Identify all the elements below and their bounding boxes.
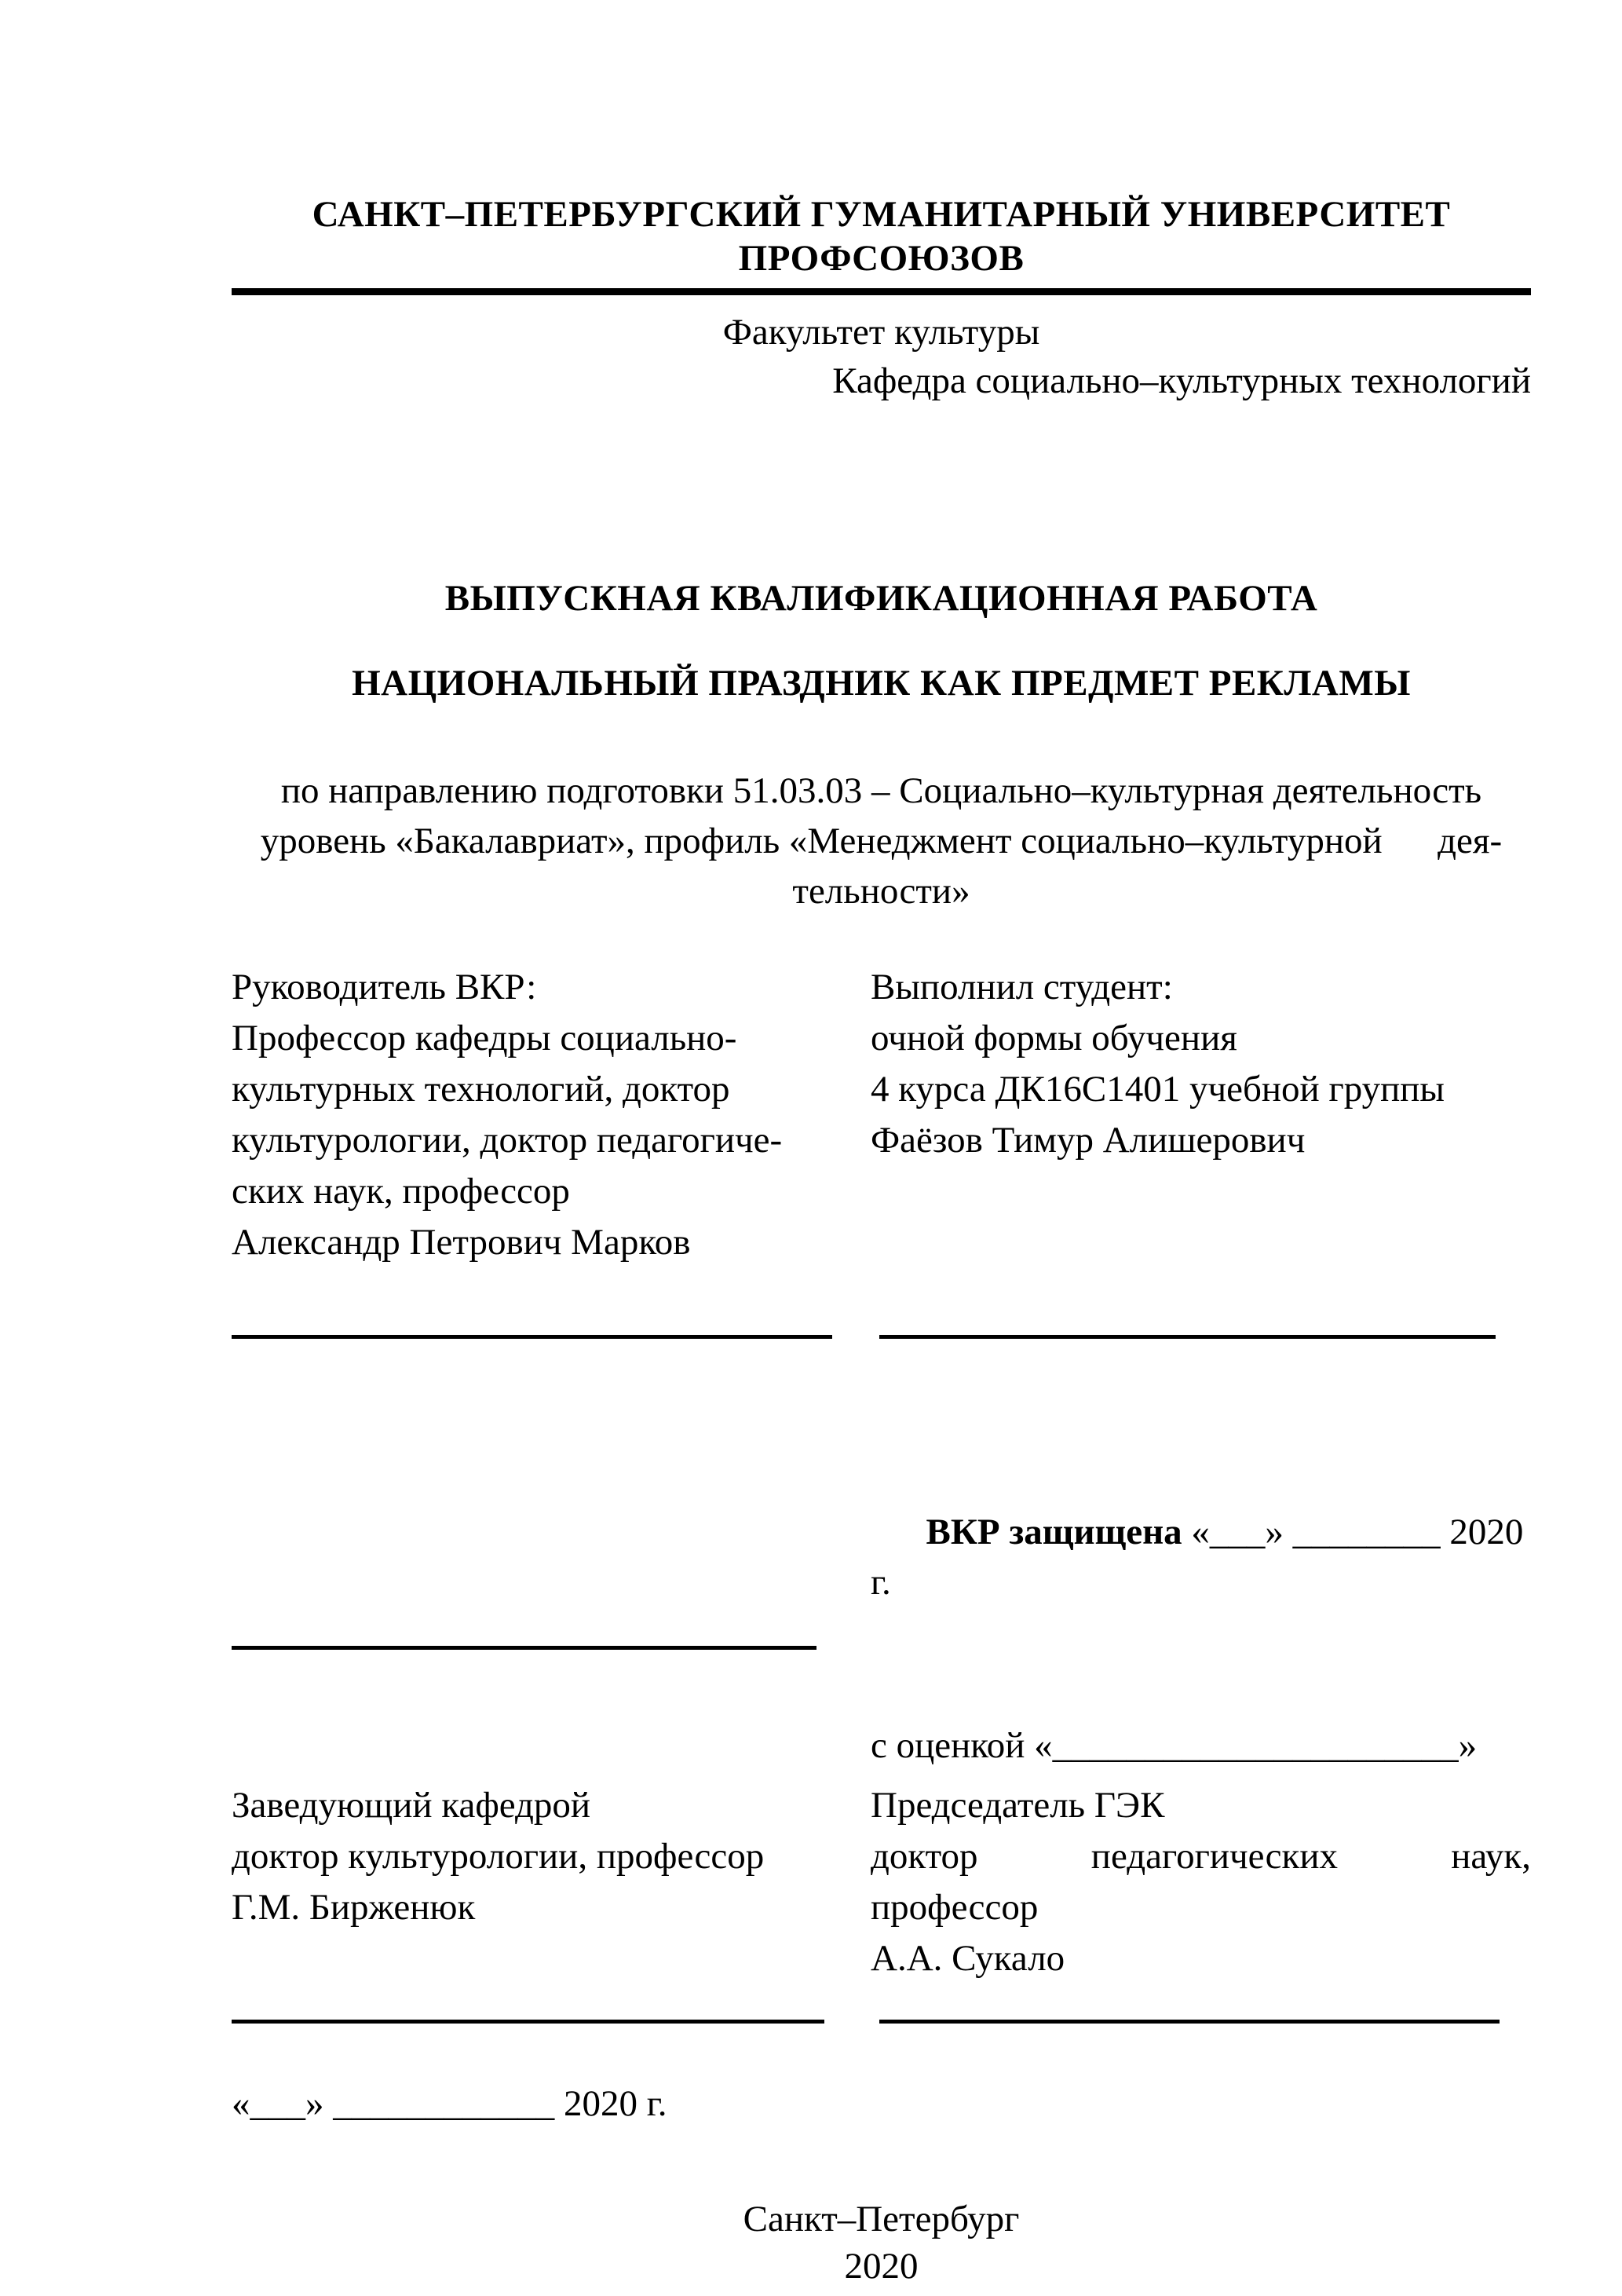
work-type-title: ВЫПУСКНАЯ КВАЛИФИКАЦИОННАЯ РАБОТА xyxy=(444,578,1318,619)
signature-line-left-2 xyxy=(232,1646,816,1650)
defense-row xyxy=(232,1457,1531,1658)
program-line-3: тельности» xyxy=(792,871,970,912)
signature-row-3 xyxy=(232,2020,1531,2024)
signature-row-1 xyxy=(232,1335,1531,1339)
program-line-2: уровень «Бакалавриат», профиль «Менеджмент социально–культурной дея- xyxy=(260,821,1503,861)
date-line: «___» ____________ 2020 г. xyxy=(232,2083,667,2124)
head-of-department-name: Г.М. Бирженюк xyxy=(232,1887,476,1928)
supervisor-line: культурных технологий, доктор xyxy=(232,1069,730,1110)
supervisor-block xyxy=(232,962,820,1268)
gek-chair-degree-word: педагогических xyxy=(1090,1836,1339,1877)
head-signature-line xyxy=(232,2020,824,2024)
university-name: САНКТ–ПЕТЕРБУРГСКИЙ ГУМАНИТАРНЫЙ УНИВЕРСИТЕТ ПРОФСОЮЗОВ xyxy=(232,192,1531,295)
defense-date-line xyxy=(871,1457,1531,1658)
faculty-name: Факультет культуры xyxy=(722,312,1040,353)
head-of-department-block xyxy=(232,1780,820,1984)
gek-chair-degree-word: наук, xyxy=(1451,1836,1531,1877)
supervisor-label: Руководитель ВКР: xyxy=(232,967,537,1007)
officials-columns xyxy=(232,1780,1531,1984)
student-line: очной формы обучения xyxy=(871,1018,1237,1058)
city-block xyxy=(232,2195,1531,2290)
supervisor-line: Профессор кафедры социально- xyxy=(232,1018,737,1058)
year: 2020 xyxy=(844,2246,919,2287)
department-name: Кафедра социально–культурных технологий xyxy=(832,360,1531,401)
supervisor-line: культурологии, доктор педагогиче- xyxy=(232,1120,783,1161)
gek-chair-name: А.А. Сукало xyxy=(871,1938,1065,1979)
program-description xyxy=(232,766,1531,916)
grade-line: с оценкой «______________________» xyxy=(871,1725,1478,1766)
student-line: Фаёзов Тимур Алишерович xyxy=(871,1120,1306,1161)
city-name: Санкт–Петербург xyxy=(743,2199,1020,2239)
people-columns xyxy=(232,962,1531,1268)
defense-date-label: ВКР защищена xyxy=(926,1512,1182,1552)
student-signature-line xyxy=(879,1335,1496,1339)
head-of-department-title: Заведующий кафедрой xyxy=(232,1785,591,1826)
gek-chair-degree xyxy=(871,1831,1531,1882)
gek-chair-title: Председатель ГЭК xyxy=(871,1785,1165,1826)
gek-chair-degree-word: доктор xyxy=(871,1836,978,1877)
supervisor-line: ских наук, профессор xyxy=(232,1171,570,1212)
chair-signature-line xyxy=(879,2020,1500,2024)
gek-chair-rank: профессор xyxy=(871,1887,1039,1928)
supervisor-line: Александр Петрович Марков xyxy=(232,1222,691,1263)
student-label: Выполнил студент: xyxy=(871,967,1173,1007)
student-line: 4 курса ДК16С1401 учебной группы xyxy=(871,1069,1445,1110)
head-of-department-degree: доктор культурологии, профессор xyxy=(232,1836,765,1877)
program-line-1: по направлению подготовки 51.03.03 – Социально–культурная деятельность xyxy=(280,770,1482,811)
student-block xyxy=(871,962,1531,1268)
thesis-title: НАЦИОНАЛЬНЫЙ ПРАЗДНИК КАК ПРЕДМЕТ РЕКЛАМЫ xyxy=(352,663,1411,704)
defense-date-blanks: «___» ________ 2020 г. xyxy=(871,1512,1533,1603)
gek-chair-block xyxy=(871,1780,1531,1984)
supervisor-signature-line xyxy=(232,1335,832,1339)
